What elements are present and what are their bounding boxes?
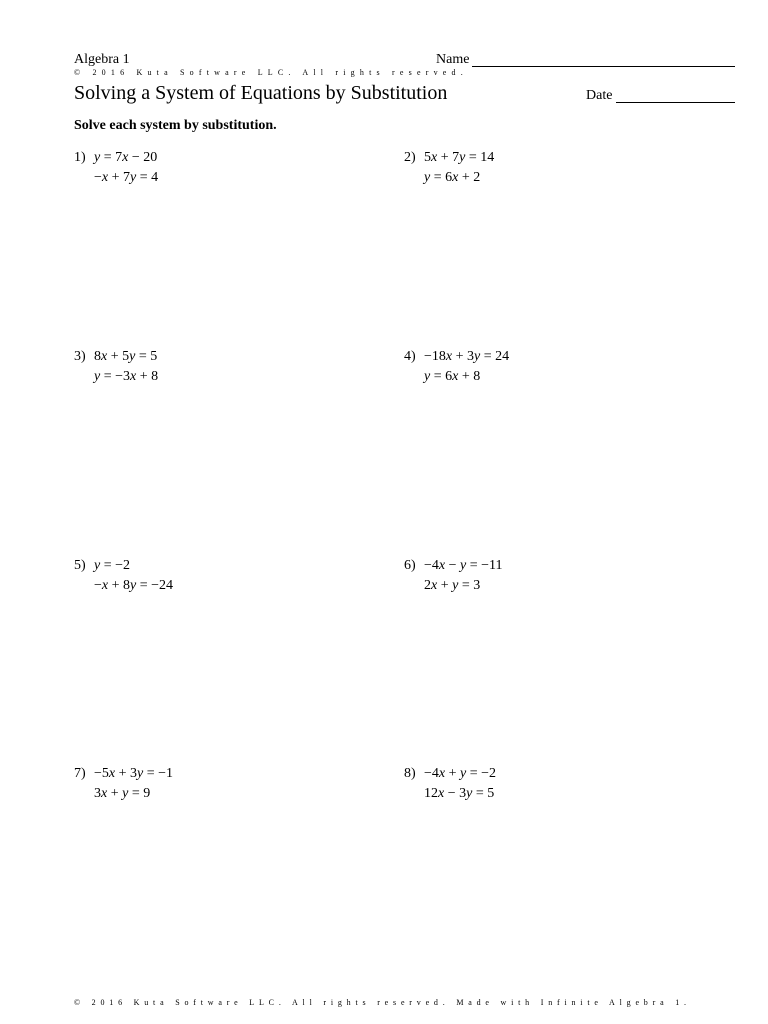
course-name: Algebra 1	[74, 52, 130, 67]
equation: −x + 8y = −24	[94, 578, 174, 593]
equation: 12x − 3y = 5	[424, 786, 495, 801]
problem-number: 6)	[404, 558, 416, 573]
equation: 2x + y = 3	[424, 578, 481, 593]
problem-number: 5)	[74, 558, 86, 573]
equation: −x + 7y = 4	[94, 170, 159, 185]
equation: y = −2	[94, 558, 131, 573]
date-blank-line	[616, 102, 735, 103]
equation: y = 6x + 2	[424, 170, 481, 185]
equation: y = 7x − 20	[94, 150, 158, 165]
equation: −4x + y = −2	[424, 766, 497, 781]
equation: −4x − y = −11	[424, 558, 503, 573]
problem-number: 3)	[74, 349, 86, 364]
equation: 3x + y = 9	[94, 786, 151, 801]
equation: −18x + 3y = 24	[424, 349, 510, 364]
problem-number: 4)	[404, 349, 416, 364]
problem-number: 7)	[74, 766, 86, 781]
problem-number: 1)	[74, 150, 86, 165]
name-label: Name	[436, 52, 470, 67]
equation: 5x + 7y = 14	[424, 150, 495, 165]
instructions: Solve each system by substitution.	[74, 118, 277, 133]
copyright-footer: © 2016 Kuta Software LLC. All rights reserved. Made with Infinite Algebra 1.	[74, 998, 691, 1007]
page-title: Solving a System of Equations by Substitution	[74, 82, 448, 104]
date-label: Date	[586, 88, 613, 103]
problem-number: 8)	[404, 766, 416, 781]
equation: −5x + 3y = −1	[94, 766, 174, 781]
equation: y = −3x + 8	[94, 369, 159, 384]
equation: 8x + 5y = 5	[94, 349, 158, 364]
copyright-header: © 2016 Kuta Software LLC. All rights reserved.	[74, 68, 468, 77]
equation: y = 6x + 8	[424, 369, 481, 384]
name-blank-line	[472, 66, 735, 67]
problem-number: 2)	[404, 150, 416, 165]
